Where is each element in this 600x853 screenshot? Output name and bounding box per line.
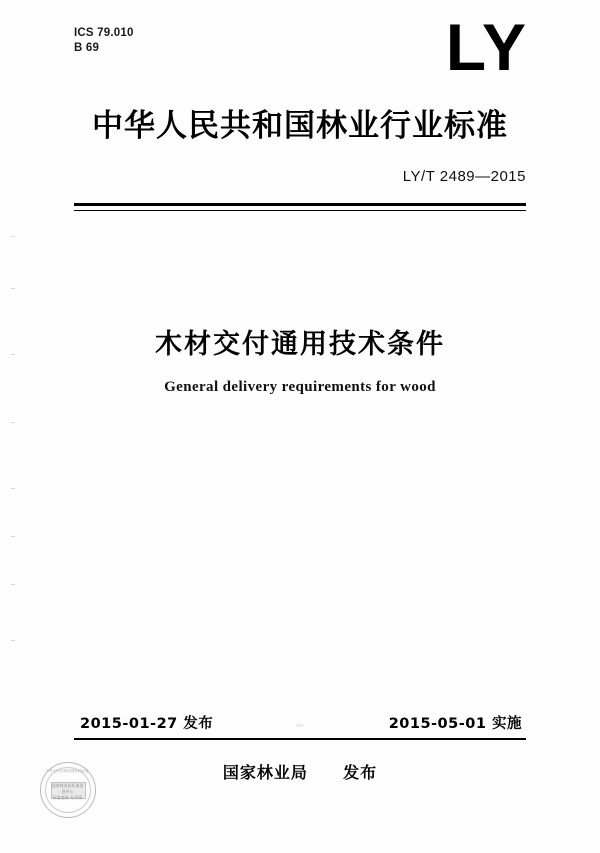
- publisher-action: 发布: [343, 763, 378, 782]
- classification-block: [74, 26, 134, 56]
- divider-thick-top: [74, 203, 526, 206]
- effective-date: 2015-05-01 实施: [388, 716, 522, 732]
- page-title-en: General delivery requirements for wood: [164, 379, 436, 395]
- official-seal-stamp: [40, 762, 96, 818]
- divider-bottom: [74, 738, 526, 740]
- seal-box-line-1: 国家林业局标准信息中心: [51, 783, 84, 794]
- ics-code: ICS 79.010: [74, 27, 134, 39]
- margin-tick-marks: [11, 236, 16, 656]
- divider-thin-top: [74, 210, 526, 211]
- seal-box-line-2: 标准查询 专用章: [52, 795, 83, 800]
- organization-title: 中华人民共和国林业行业标准: [92, 108, 508, 144]
- seal-arc-text: 中华人民共和国国家林业局: [45, 769, 89, 773]
- center-fold-mark: [296, 724, 303, 727]
- seal-box-text: [51, 783, 84, 801]
- standard-number: LY/T 2489—2015: [402, 168, 526, 185]
- publisher-name: 国家林业局: [222, 763, 308, 782]
- ly-logo: LY: [445, 10, 528, 84]
- issue-date: 2015-01-27 发布: [80, 716, 214, 732]
- category-code: B 69: [74, 42, 100, 54]
- page-title-cn: 木材交付通用技术条件: [155, 329, 445, 360]
